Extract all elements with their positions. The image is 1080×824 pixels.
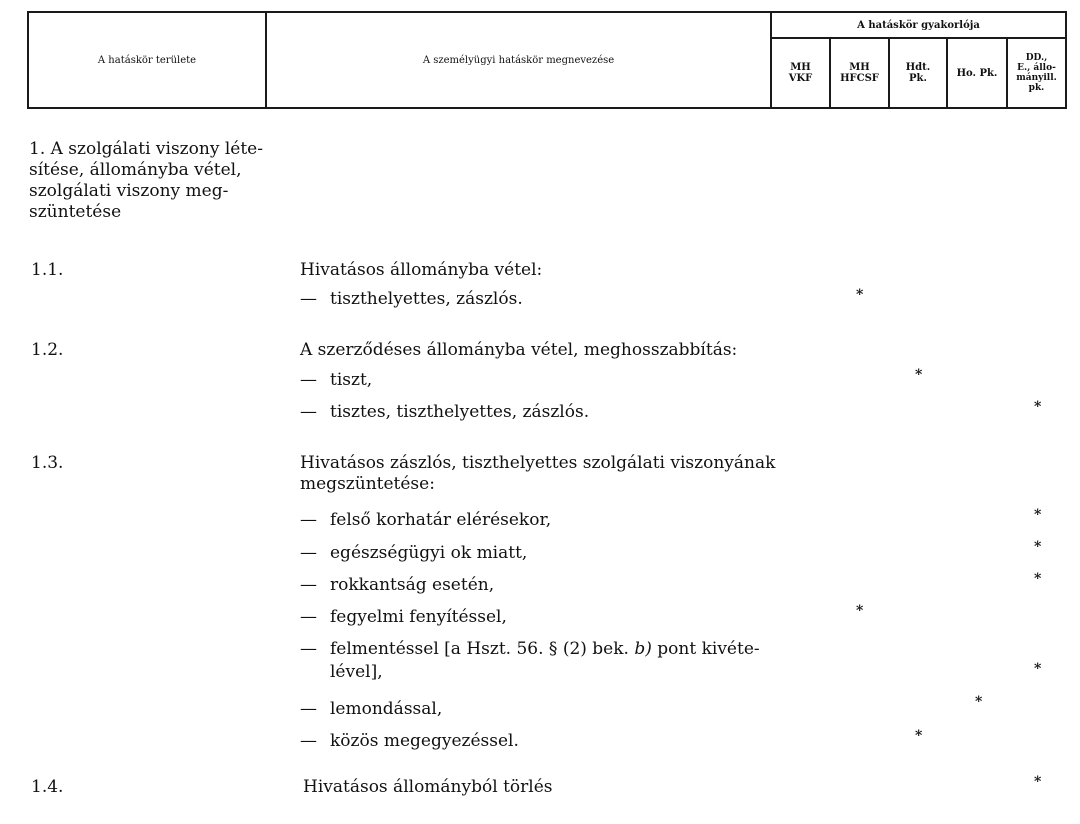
dash: — — [300, 699, 317, 719]
col-line: DD., — [1025, 53, 1048, 63]
col-line: E., állo- — [1017, 63, 1056, 73]
asterisk-mark: * — [1034, 399, 1042, 415]
dash: — — [300, 607, 317, 627]
item-number: 1.4. — [31, 777, 64, 797]
list-item-text: tisztes, tiszthelyettes, zászlós. — [330, 402, 590, 422]
asterisk-mark: * — [1034, 774, 1042, 790]
col-line: pk. — [1028, 83, 1045, 93]
asterisk-mark: * — [1034, 661, 1042, 677]
dash: — — [300, 575, 317, 595]
list-item — [300, 639, 760, 660]
list-item-text: felső korhatár elérésekor, — [330, 510, 552, 530]
item-title: Hivatásos zászlós, tiszthelyettes szolgálati viszonyának — [300, 453, 776, 473]
list-item — [300, 575, 494, 596]
col-ho-pk — [948, 39, 1006, 107]
dash: — — [300, 370, 317, 390]
list-item — [300, 731, 519, 752]
list-item — [300, 607, 507, 628]
item-title: Hivatásos állományból törlés — [303, 777, 553, 797]
dash: — — [300, 543, 317, 563]
list-item-text: tiszt, — [330, 370, 373, 390]
list-item — [300, 510, 551, 531]
col-line: VKF — [788, 73, 813, 84]
asterisk-mark: * — [1034, 507, 1042, 523]
col-line: HFCSF — [840, 73, 879, 84]
col-line: mányill. — [1016, 73, 1057, 83]
col-mh-hfcsf — [831, 39, 888, 107]
col-line: MH — [849, 62, 870, 73]
list-item — [300, 289, 523, 310]
list-item-text: egészségügyi ok miatt, — [330, 543, 528, 563]
col-line: Ho. Pk. — [956, 67, 998, 79]
list-item-text: felmentéssel [a Hszt. 56. § (2) bek. — [330, 639, 629, 659]
asterisk-mark: * — [856, 603, 864, 619]
item-number: 1.2. — [31, 340, 64, 360]
col-line: MH — [790, 62, 811, 73]
asterisk-mark: * — [1034, 571, 1042, 587]
dash: — — [300, 639, 317, 659]
col-line: Hdt. — [905, 62, 931, 73]
item-number: 1.3. — [31, 453, 64, 473]
item-title: A szerződéses állományba vétel, meghosszabbítás: — [300, 340, 738, 360]
list-item-text: tiszthelyettes, zászlós. — [330, 289, 523, 309]
col-dd-e — [1008, 39, 1065, 107]
header-area: A hatáskör területe — [97, 54, 197, 66]
header-exerciser: A hatáskör gyakorlója — [857, 19, 980, 31]
list-item — [300, 370, 372, 391]
dash: — — [300, 402, 317, 422]
list-item — [300, 402, 589, 423]
list-item-text: közös megegyezéssel. — [330, 731, 519, 751]
section-title-line: szolgálati viszony meg- — [29, 181, 229, 201]
section-title-line: szüntetése — [29, 202, 122, 222]
item-number: 1.1. — [31, 260, 64, 280]
asterisk-mark: * — [915, 367, 923, 383]
item-title: megszüntetése: — [300, 474, 435, 494]
item-title: Hivatásos állományba vétel: — [300, 260, 543, 280]
list-item-text: pont kivéte- — [657, 639, 760, 659]
asterisk-mark: * — [856, 287, 864, 303]
list-item-continuation: lével], — [330, 662, 383, 682]
asterisk-mark: * — [1034, 539, 1042, 555]
dash: — — [300, 510, 317, 530]
list-item-text: lemondással, — [330, 699, 443, 719]
section-title-line: sítése, állományba vétel, — [29, 160, 242, 180]
dash: — — [300, 731, 317, 751]
asterisk-mark: * — [915, 728, 923, 744]
dash: — — [300, 289, 317, 309]
col-line: Pk. — [909, 73, 927, 84]
list-item-text: rokkantság esetén, — [330, 575, 495, 595]
list-item — [300, 699, 442, 720]
list-item — [300, 543, 527, 564]
col-mh-vkf — [772, 39, 829, 107]
header-name: A személyügyi hatáskör megnevezése — [422, 54, 615, 66]
section-title-line: 1. A szolgálati viszony léte- — [29, 139, 263, 159]
italic-b: b) — [634, 639, 652, 659]
asterisk-mark: * — [975, 694, 983, 710]
list-item-text: fegyelmi fenyítéssel, — [330, 607, 507, 627]
col-hdt-pk — [890, 39, 946, 107]
